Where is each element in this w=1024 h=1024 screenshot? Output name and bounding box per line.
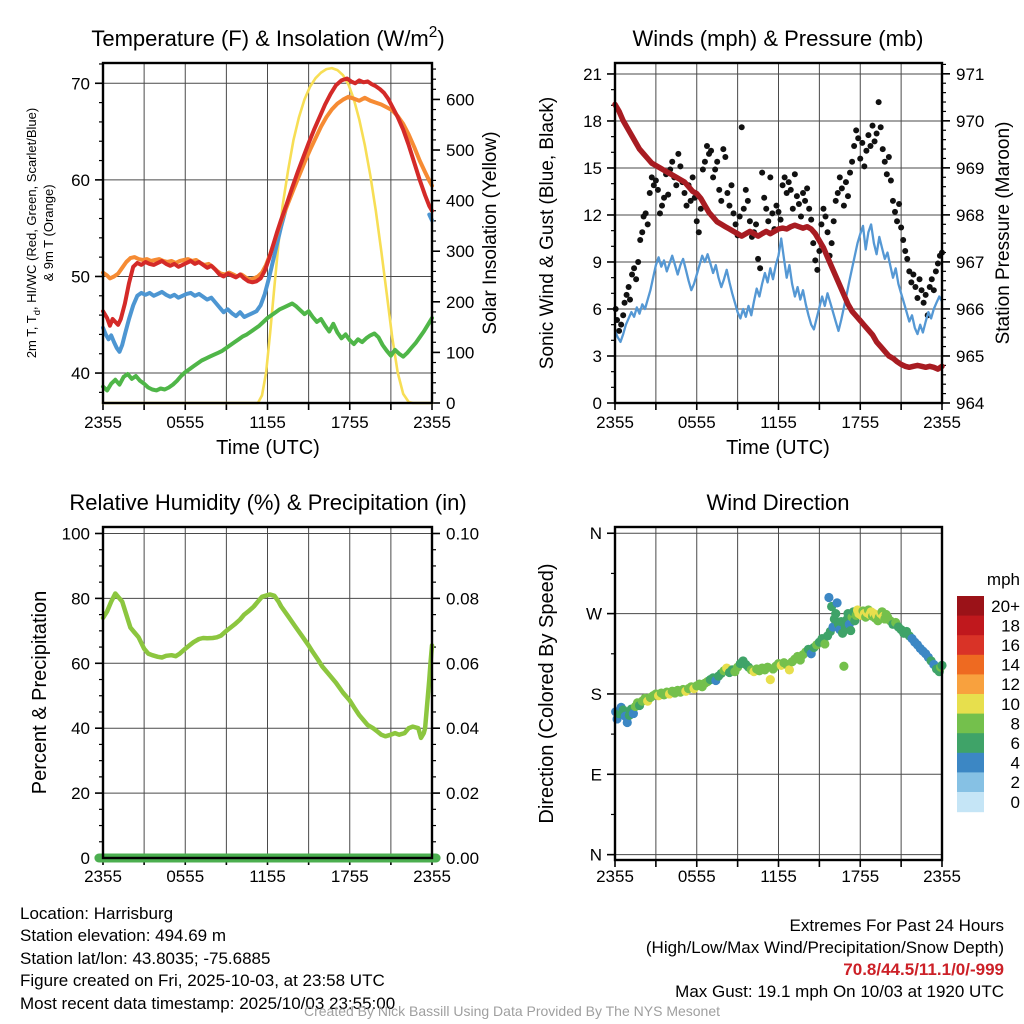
- x-tick-label: 1155: [760, 413, 797, 432]
- x-axis-label: Time (UTC): [216, 437, 320, 459]
- colorbar-label: 8: [1010, 714, 1020, 734]
- y-right-tick-label: 971: [956, 64, 985, 84]
- x-axis-label: Time (UTC): [726, 437, 830, 459]
- colorbar-label: 12: [1001, 675, 1020, 695]
- x-tick-label: 1755: [330, 413, 369, 432]
- y-left-axis-label: & 9m T (Orange): [41, 184, 56, 282]
- figure-created: Figure created on Fri, 2025-10-03, at 23:58 UTC: [20, 971, 385, 991]
- y-right-axis-label: Solar Insolation (Yellow): [480, 131, 501, 335]
- y-left-tick-label: E: [590, 765, 602, 785]
- y-left-tick-label: 0: [592, 394, 602, 413]
- colorbar-label: 18: [1001, 616, 1020, 636]
- colorbar-label: 2: [1010, 773, 1020, 793]
- colorbar-label: 6: [1010, 734, 1020, 753]
- x-tick-label: 1755: [841, 413, 880, 432]
- y-right-tick-label: 969: [956, 158, 985, 178]
- y-right-tick-label: 600: [446, 90, 475, 110]
- extremes-info: [646, 915, 1004, 1003]
- wind-direction-title: Wind Direction: [706, 490, 850, 515]
- y-left-tick-label: 70: [71, 74, 90, 94]
- speed-colorbar: [957, 570, 1020, 812]
- y-left-tick-label: S: [590, 684, 602, 704]
- y-right-axis-label: Station Pressure (Maroon): [993, 121, 1014, 345]
- x-tick-label: 2355: [596, 413, 634, 432]
- y-right-tick-label: 0.00: [446, 849, 480, 868]
- x-tick-label: 1755: [330, 867, 369, 886]
- y-left-tick-label: N: [589, 845, 602, 865]
- credit-line: Created By Nick Bassill Using Data Provided By The NYS Mesonet: [303, 1003, 721, 1019]
- x-tick-label: 0555: [677, 413, 716, 432]
- y-left-tick-label: 40: [71, 364, 90, 384]
- y-left-tick-label: 9: [592, 252, 602, 272]
- y-left-tick-label: 12: [583, 205, 602, 225]
- y-right-tick-label: 100: [446, 343, 475, 363]
- x-tick-label: 0555: [166, 413, 205, 432]
- station-location: Location: Harrisburg: [20, 904, 174, 923]
- x-tick-label: 0555: [677, 867, 716, 886]
- y-left-tick-label: 20: [71, 784, 90, 804]
- y-left-axis-label: 2m T, $T_d$, HI/WC (Red, Green, Scarlet/Blue): [24, 107, 42, 359]
- y-right-tick-label: 400: [446, 191, 475, 211]
- y-right-tick-label: 968: [956, 205, 985, 225]
- y-right-tick-label: 0.04: [446, 719, 480, 739]
- y-left-tick-label: 100: [61, 524, 90, 544]
- y-right-tick-label: 0.08: [446, 589, 480, 609]
- temp-insolation-title: Temperature (F) & Insolation $(W/m^2)$: [91, 24, 445, 51]
- x-tick-label: 2355: [596, 867, 634, 886]
- station-info: [20, 903, 395, 1015]
- x-tick-label: 1755: [841, 867, 880, 886]
- station-elevation: Station elevation: 494.69 m: [20, 926, 227, 946]
- colorbar-label: 20+: [991, 596, 1020, 616]
- colorbar-label: 10: [1001, 694, 1020, 714]
- max-gust: Max Gust: 19.1 mph On 10/03 at 1920 UTC: [675, 982, 1004, 1001]
- x-tick-label: 2355: [923, 867, 961, 886]
- y-left-tick-label: 6: [592, 299, 602, 319]
- y-left-axis-label: Direction (Colored By Speed): [536, 563, 558, 824]
- extremes-subtitle: (High/Low/Max Wind/Precipitation/Snow Depth): [645, 938, 1004, 957]
- colorbar-label: 4: [1010, 753, 1020, 773]
- y-left-tick-label: 15: [583, 158, 602, 178]
- y-right-tick-label: 200: [446, 292, 475, 312]
- y-right-tick-label: 0.02: [446, 784, 480, 804]
- y-left-tick-label: 0: [80, 849, 90, 868]
- station-latlon: Station lat/lon: 43.8035; -75.6885: [20, 948, 271, 968]
- colorbar-label: 0: [1010, 792, 1020, 812]
- x-tick-label: 2355: [413, 867, 451, 886]
- y-right-tick-label: 0.06: [446, 654, 480, 674]
- y-right-tick-label: 500: [446, 141, 475, 161]
- colorbar-label: 16: [1001, 636, 1020, 655]
- y-right-tick-label: 300: [446, 242, 475, 262]
- colorbar-label: 14: [1001, 655, 1020, 675]
- humidity-precip-panel: [29, 490, 479, 886]
- y-left-tick-label: W: [585, 604, 602, 624]
- x-tick-label: 2355: [923, 413, 961, 432]
- y-left-tick-label: 80: [71, 589, 90, 609]
- x-tick-label: 0555: [166, 867, 205, 886]
- y-right-tick-label: 965: [956, 346, 985, 366]
- y-left-tick-label: 60: [71, 170, 90, 190]
- y-left-axis-label: Percent & Precipitation: [29, 590, 51, 795]
- data-timestamp: Most recent data timestamp: 2025/10/03 23:55:00: [20, 993, 396, 1013]
- y-left-tick-label: 3: [592, 346, 602, 366]
- extremes-title: Extremes For Past 24 Hours: [789, 916, 1004, 935]
- y-left-tick-label: 40: [71, 719, 90, 739]
- y-left-tick-label: 18: [583, 111, 602, 131]
- x-tick-label: 2355: [413, 413, 451, 432]
- y-left-tick-label: 60: [71, 654, 90, 674]
- winds-pressure-panel: [537, 26, 1014, 459]
- y-left-axis-label: Sonic Wind & Gust (Blue, Black): [537, 96, 558, 370]
- y-right-tick-label: 0: [446, 394, 456, 413]
- x-tick-label: 2355: [84, 867, 122, 886]
- extremes-values: 70.8/44.5/11.1/0/-999: [843, 960, 1004, 979]
- y-left-tick-label: N: [589, 524, 602, 544]
- y-left-tick-label: 21: [583, 64, 602, 84]
- y-right-tick-label: 967: [956, 252, 985, 272]
- y-left-tick-label: 50: [71, 267, 90, 287]
- y-right-tick-label: 966: [956, 299, 985, 319]
- y-right-tick-label: 964: [956, 394, 985, 413]
- x-tick-label: 1155: [760, 867, 797, 886]
- winds-pressure-title: Winds (mph) & Pressure (mb): [632, 26, 924, 51]
- y-right-tick-label: 0.10: [446, 524, 480, 544]
- y-right-tick-label: 970: [956, 111, 985, 131]
- colorbar-title: mph: [986, 570, 1020, 589]
- x-tick-label: 1155: [249, 867, 286, 886]
- humidity-precip-title: Relative Humidity (%) & Precipitation (in): [69, 490, 467, 515]
- temp-insolation-panel: [24, 24, 501, 459]
- x-tick-label: 1155: [249, 413, 286, 432]
- wind-direction-panel: [536, 490, 1020, 886]
- x-tick-label: 2355: [84, 413, 122, 432]
